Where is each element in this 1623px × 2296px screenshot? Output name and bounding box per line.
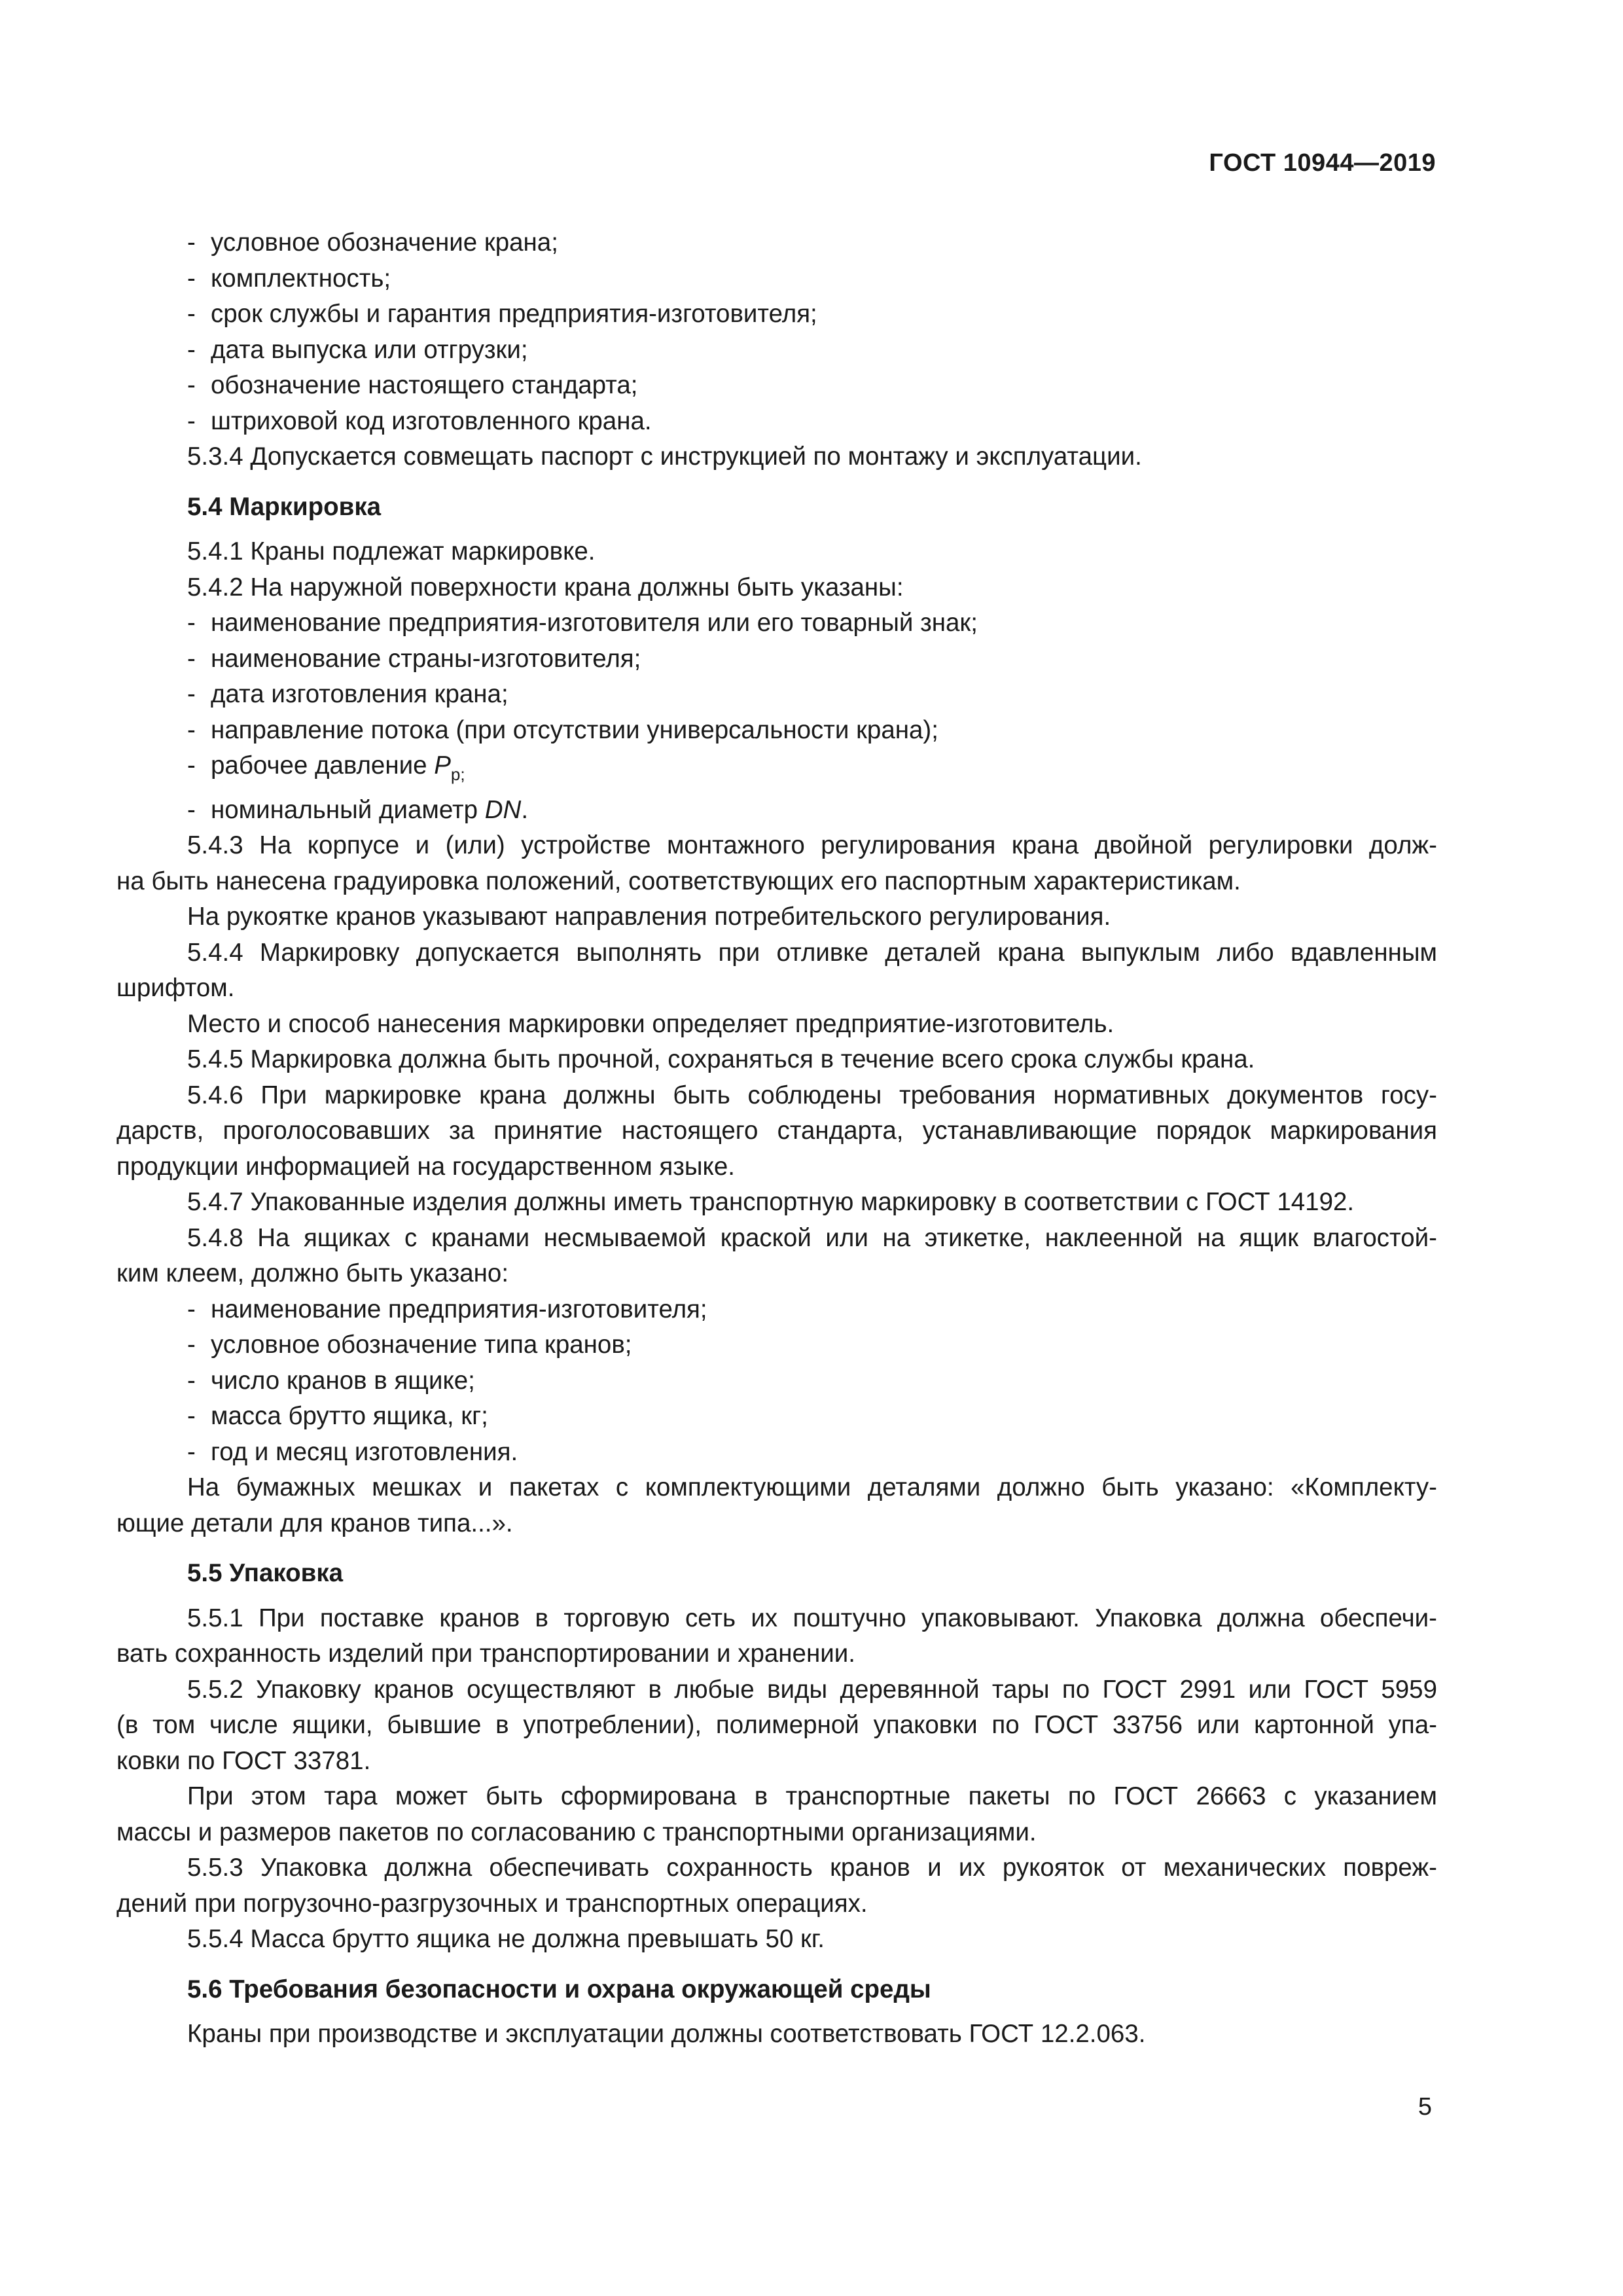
- list-item: - условное обозначение крана;: [116, 225, 1437, 261]
- paragraph-5-4-3-cont: на быть нанесена градуировка положений, соответствующих его паспортным характеристикам.: [116, 867, 1241, 895]
- paragraph-5-5-3-cont: дений при погрузочно-разгрузочных и транспортных операциях.: [116, 1889, 868, 1918]
- list-item: - условное обозначение типа кранов;: [116, 1327, 1437, 1363]
- paragraph-5-4-6-cont: продукции информацией на государственном языке.: [116, 1152, 735, 1181]
- dash-marker: -: [187, 1402, 196, 1430]
- paragraph-5-4-4: 5.4.4 Маркировку допускается выполнять при отливке деталей крана выпуклым либо вдавленным: [187, 938, 1437, 967]
- dash-marker: -: [187, 715, 196, 744]
- paragraph-5-5-1: 5.5.1 При поставке кранов в торговую сеть их поштучно упаковывают. Упаковка должна обеспечи-: [187, 1604, 1437, 1632]
- dash-marker: -: [187, 371, 196, 399]
- paragraph-5-4-2: 5.4.2 На наружной поверхности крана должны быть указаны:: [187, 573, 904, 601]
- list-item: - число кранов в ящике;: [116, 1363, 1437, 1399]
- paragraph-5-5-1-cont: вать сохранность изделий при транспортировании и хранении.: [116, 1640, 855, 1668]
- dash-marker: -: [187, 795, 196, 824]
- dash-marker: -: [187, 1331, 196, 1359]
- paragraph-5-5-3: 5.5.3 Упаковка должна обеспечивать сохранность кранов и их рукояток от механических повреж-: [187, 1854, 1437, 1882]
- dash-marker: -: [187, 1437, 196, 1466]
- paragraph-cont: ющие детали для кранов типа...».: [116, 1509, 513, 1537]
- dash-marker: -: [187, 1295, 196, 1323]
- list-item: - год и месяц изготовления.: [116, 1435, 1437, 1471]
- dash-marker: -: [187, 300, 196, 328]
- paragraph-5-5-2-cont: ковки по ГОСТ 33781.: [116, 1746, 371, 1775]
- paragraph-5-4-4-cont: шрифтом.: [116, 974, 235, 1002]
- list-item: - масса брутто ящика, кг;: [116, 1399, 1437, 1435]
- paragraph-5-4-5: 5.4.5 Маркировка должна быть прочной, сохраняться в течение всего срока службы крана.: [187, 1045, 1255, 1073]
- list-item: - обозначение настоящего стандарта;: [116, 368, 1437, 404]
- section-heading-5-5: 5.5 Упаковка: [187, 1559, 343, 1587]
- dash-marker: -: [187, 1366, 196, 1395]
- dash-marker: -: [187, 406, 196, 435]
- list-item: - номинальный диаметр DN.: [116, 793, 1437, 829]
- paragraph-cont: массы и размеров пакетов по согласованию с транспортными организациями.: [116, 1818, 1037, 1846]
- section-heading-5-6: 5.6 Требования безопасности и охрана окружающей среды: [187, 1975, 931, 2003]
- dash-marker: -: [187, 680, 196, 708]
- paragraph-5-4-8-cont: ким клеем, должно быть указано:: [116, 1259, 509, 1287]
- dash-marker: -: [187, 228, 196, 257]
- paragraph-5-4-1: 5.4.1 Краны подлежат маркировке.: [187, 537, 596, 565]
- section-heading-5-4: 5.4 Маркировка: [187, 492, 382, 521]
- pressure-subscript: р;: [450, 764, 465, 784]
- list-item: - направление потока (при отсутствии универсальности крана);: [116, 713, 1437, 749]
- list-item: - наименование предприятия-изготовителя;: [116, 1292, 1437, 1328]
- list-item: - срок службы и гарантия предприятия-изготовителя;: [116, 296, 1437, 332]
- paragraph-5-4-7: 5.4.7 Упакованные изделия должны иметь транспортную маркировку в соответствии с ГОСТ 14192.: [187, 1188, 1355, 1216]
- diameter-symbol: DN: [484, 795, 522, 824]
- paragraph: Краны при производстве и эксплуатации должны соответствовать ГОСТ 12.2.063.: [187, 2020, 1146, 2048]
- pressure-symbol: P: [434, 751, 451, 780]
- paragraph-5-4-8: 5.4.8 На ящиках с кранами несмываемой краской или на этикетке, наклеенной на ящик влагостой-: [187, 1223, 1437, 1252]
- paragraph-5-5-2: 5.5.2 Упаковку кранов осуществляют в любые виды деревянной тары по ГОСТ 2991 или ГОСТ 5959: [187, 1675, 1437, 1704]
- dash-marker: -: [187, 751, 196, 780]
- list-item: - наименование предприятия-изготовителя или его товарный знак;: [116, 605, 1437, 641]
- paragraph: На бумажных мешках и пакетах с комплектующими деталями должно быть указано: «Комплекту-: [187, 1473, 1437, 1501]
- paragraph-5-4-3: 5.4.3 На корпусе и (или) устройстве монтажного регулирования крана двойной регулировки долж-: [187, 831, 1437, 859]
- list-item: - дата изготовления крана;: [116, 677, 1437, 713]
- paragraph-5-4-6-cont: дарств, проголосовавших за принятие настоящего стандарта, устанавливающие порядок маркирования: [116, 1117, 1437, 1145]
- paragraph-5-5-2-cont: (в том числе ящики, бывшие в употреблении), полимерной упаковки по ГОСТ 33756 или картонной упа-: [116, 1711, 1437, 1739]
- list-item: - дата выпуска или отгрузки;: [116, 332, 1437, 368]
- list-item: - комплектность;: [116, 261, 1437, 297]
- dash-marker: -: [187, 644, 196, 673]
- paragraph-5-3-4: 5.3.4 Допускается совмещать паспорт с инструкцией по монтажу и эксплуатации.: [187, 442, 1142, 471]
- paragraph: При этом тара может быть сформирована в транспортные пакеты по ГОСТ 26663 с указанием: [187, 1782, 1437, 1810]
- list-item: - штриховой код изготовленного крана.: [116, 404, 1437, 440]
- document-body: [116, 225, 1437, 2053]
- paragraph-5-4-6: 5.4.6 При маркировке крана должны быть соблюдены требования нормативных документов госу-: [187, 1081, 1437, 1109]
- dash-marker: -: [187, 609, 196, 637]
- dash-marker: -: [187, 335, 196, 364]
- list-item: - наименование страны-изготовителя;: [116, 641, 1437, 677]
- paragraph-5-5-4: 5.5.4 Масса брутто ящика не должна превышать 50 кг.: [187, 1925, 825, 1953]
- paragraph: На рукоятке кранов указывают направления потребительского регулирования.: [187, 903, 1111, 931]
- dash-marker: -: [187, 264, 196, 293]
- page-number: 5: [1418, 2093, 1432, 2121]
- list-item: - рабочее давление $P_{р;}$: [116, 748, 1437, 793]
- paragraph: Место и способ нанесения маркировки определяет предприятие-изготовитель.: [187, 1009, 1115, 1038]
- standard-code-header: ГОСТ 10944—2019: [1209, 149, 1436, 177]
